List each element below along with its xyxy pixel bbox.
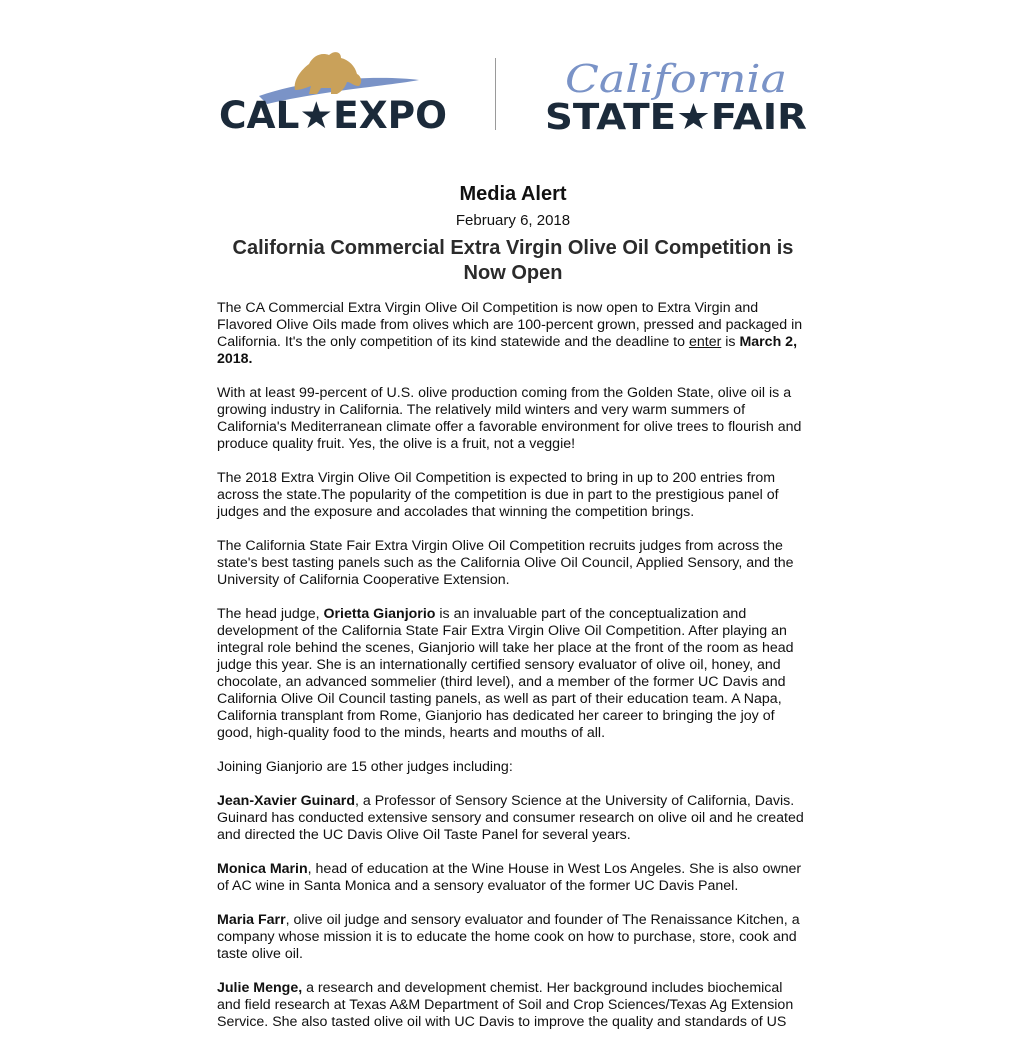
logo-divider bbox=[495, 58, 496, 130]
judge-name: Monica Marin bbox=[217, 861, 308, 877]
judge-name: Maria Farr bbox=[217, 912, 286, 928]
cal-expo-wordmark: CAL★EXPO bbox=[219, 94, 447, 136]
judge-name: Jean-Xavier Guinard bbox=[217, 793, 355, 809]
deadline-date: March 2, 2018. bbox=[217, 334, 798, 367]
judge-entry: Maria Farr, olive oil judge and sensory evaluator and founder of The Renaissance Kitchen, a company whose mission it is to educate the home cook on how to purchase, store, cook and taste olive oil. bbox=[217, 912, 800, 962]
alert-title: Media Alert bbox=[459, 183, 567, 205]
paragraph-judges-recruit: The California State Fair Extra Virgin Olive Oil Competition recruits judges from across the state's best tasting panels such as the California Olive Oil Council, Applied Sensory, and the University of California Cooperative Extension. bbox=[217, 538, 794, 588]
header-logos bbox=[217, 46, 809, 136]
csf-script-text: California bbox=[565, 57, 787, 101]
paragraph-intro: The CA Commercial Extra Virgin Olive Oil Competition is now open to Extra Virgin and Flavored Olive Oils made from olives which are 100-percent grown, pressed and packaged in California. It's the only competition of its kind statewide and the deadline to enter is March 2, 2018. bbox=[217, 300, 803, 367]
head-judge-name: Orietta Gianjorio bbox=[323, 606, 436, 622]
alert-date: February 6, 2018 bbox=[455, 212, 571, 229]
media-alert-document bbox=[217, 180, 809, 1048]
judge-name: Julie Menge, bbox=[217, 980, 303, 996]
california-state-fair-logo[interactable] bbox=[543, 46, 809, 136]
judge-entry: Monica Marin, head of education at the Wine House in West Los Angeles. She is also owner of AC wine in Santa Monica and a sensory evaluator of the former UC Davis Panel. bbox=[217, 861, 802, 894]
paragraph-joining: Joining Gianjorio are 15 other judges including: bbox=[217, 759, 513, 775]
paragraph-entries: The 2018 Extra Virgin Olive Oil Competition is expected to bring in up to 200 entries from across the state.The popularity of the competition is due in part to the prestigious panel of judges and the exposure and accolades that winning the competition brings. bbox=[217, 470, 779, 520]
cal-expo-logo[interactable] bbox=[217, 46, 449, 136]
enter-link[interactable]: enter bbox=[688, 334, 722, 350]
headline: California Commercial Extra Virgin Olive Oil Competition is Now Open bbox=[232, 237, 794, 284]
paragraph-head-judge: The head judge, Orietta Gianjorio is an invaluable part of the conceptualization and development of the California State Fair Extra Virgin Olive Oil Competition. After playing an integral role behind the scenes, Gianjorio will take her place at the front of the room as head judge this year. She is an internationally certified sensory evaluator of olive oil, honey, and chocolate, an advanced sommelier (third level), and a member of the former UC Davis and California Olive Oil Council tasting panels, as well as part of their education team. A Napa, California transplant from Rome, Gianjorio has dedicated her career to bringing the joy of good, high-quality food to the minds, hearts and mouths of all. bbox=[217, 606, 794, 741]
judge-entry: Julie Menge, a research and development chemist. Her background includes biochemical and field research at Texas A&M Department of Soil and Crop Sciences/Texas Ag Extension Service. She also tasted olive oil with UC Davis to improve the quality and standards of US bbox=[217, 980, 794, 1030]
judge-entry: Jean-Xavier Guinard, a Professor of Sensory Science at the University of California, Davis. Guinard has conducted extensive sensory and consumer research on olive oil and he created and directed the UC Davis Olive Oil Taste Panel for several years. bbox=[217, 793, 804, 843]
paragraph-production: With at least 99-percent of U.S. olive production coming from the Golden State, olive oil is a growing industry in California. The relatively mild winters and very warm summers of California's Mediterranean climate offer a favorable environment for olive trees to flourish and produce quality fruit. Yes, the olive is a fruit, not a veggie! bbox=[217, 385, 802, 452]
csf-wordmark: STATE★FAIR bbox=[545, 97, 807, 136]
